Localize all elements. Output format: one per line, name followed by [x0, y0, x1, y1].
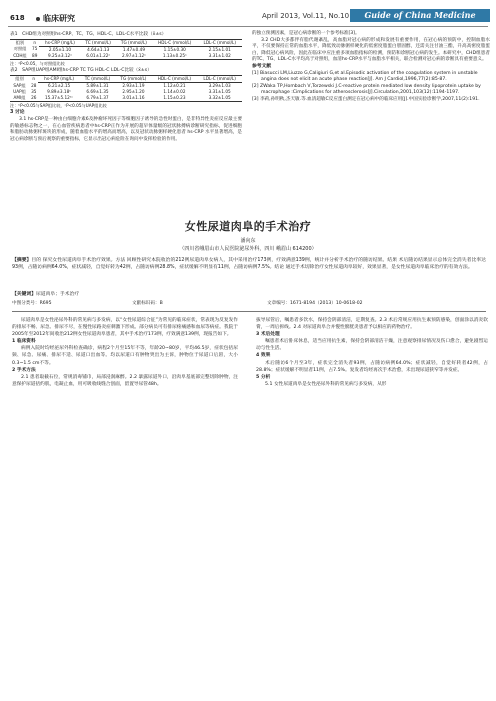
references-heading: 参考文献 — [252, 63, 272, 69]
table1-caption: 表1 CHD组为对照组hs-CRP、TC、TG、HDL-C、LDL-C水平比较（x̄±s） — [10, 32, 167, 37]
article-title: 女性尿道肉阜的手术治疗 — [184, 220, 312, 233]
bullet-icon — [36, 17, 40, 21]
table2 — [10, 75, 242, 102]
paragraph-continued: 拔导尿管后，嘱患者多饮水，保持会阴部清洁，定期复查。2.3 术后常规应用抗生素预防感染，创面涂以消炎软膏，一周后拆线。2.4 对尿道肉阜合并慢性膀胱炎患者予以相应的药物治疗。 — [256, 318, 488, 331]
table-cell: 1.15±0.23 — [152, 95, 198, 102]
document-code: 文献标识码：B — [132, 301, 163, 306]
discussion-paragraph: 3.1 hs-CRP是一种由白细胞介素6及肿瘤坏死因子等细胞因子诱导的急性时蛋白，是非特异性炎症反应最主要的敏感标志物之一，在心血管疾病患者中hs-CRP正作为开展的超早体量级的冠状脉搏病诊断研究指标，促进细胞和脂肪动脉粥样斑块的形成，随着血脂水平的增高而增高，以及冠状动脉粥样硬化患者 hs-CRP 水平显著增高，是冠心病诊断与预后观察的重要指标，它显示出冠心病危险在询问中发挥检验的作用。 — [10, 116, 242, 142]
table-header: n — [30, 39, 39, 46]
table-cell: SAP组 — [13, 82, 26, 88]
page-header — [0, 0, 496, 24]
heading-postop: 3 术后处理 — [256, 332, 280, 338]
article-number: 文章编号：1671-8194（2013）10-0618-02 — [267, 301, 363, 306]
table-header: HDL-C (mmol/L) — [152, 75, 198, 82]
table-cell: 3.31±1.05 — [208, 88, 231, 94]
section-title — [33, 13, 75, 24]
table-row — [10, 53, 242, 60]
table-header: n — [29, 75, 39, 82]
heading-results: 4 效果 — [256, 353, 271, 359]
reference-item: [1] Biasucci LM,Liuzzo G,Caligiuri G,et al.Episodic activation of the coagulation system in unstable angina does not elicit an acute phase reaction[J]. Am J Cardiol,1996,77(2):85-87. — [252, 70, 478, 83]
table-cell: 1.15±0.30 — [163, 46, 186, 52]
section-label: 临床研究 — [43, 14, 75, 23]
abstract-label: 【摘要】 — [12, 258, 32, 263]
table-cell: 6.21±2.15 — [48, 82, 71, 88]
table-cell: 89 — [30, 53, 39, 60]
table-cell: 6.79±1.37 — [80, 95, 116, 102]
body-right-column — [256, 317, 488, 388]
table-cell: 3.29±1.03 — [208, 82, 231, 88]
paragraph-surgery-method: 2.1 患者取截石位，常规消毒铺巾，局部浸润麻醉。2.2 暴露尿道外口，沿肉阜基底部完整切除肿物，注意保护尿道括约肌，电凝止血，用可吸收线缝合创面，留置导尿管48h。 — [12, 374, 238, 387]
table-cell: 3.31±1.02 — [198, 53, 243, 60]
table-cell: 26 — [29, 95, 39, 102]
table-cell: CDH组 — [10, 53, 30, 60]
table-header: 组别 — [10, 75, 29, 82]
table-cell: 75 — [32, 46, 38, 52]
table-header: 组别 — [10, 39, 30, 46]
body-intro: 尿道肉阜是女性泌尿外科的常见病与多发病，以“女性尿道综合征”为常见的临床症状，常表现为反复发作的排尿不畅、尿急、排尿不尽，在慢性尿路炎症刺激下形成。部分病员可有排尿疼痛感和血尿等病症。我院于2005年至2012年间收治212例女性尿道肉阜患者，其中手术治疗173例，疗效满意139例，现报告如下。 — [12, 318, 238, 338]
abstract — [12, 257, 486, 271]
keywords — [12, 290, 486, 297]
article-affiliation: （四川省峨眉山市人民医院泌尿外科，四川 峨眉山 614200） — [179, 246, 317, 252]
paragraph-clinical-data: 病例入院时均经泌尿外科检查确诊，病程2个月至15年不等，年龄20~80岁，平均46.5岁，症状包括尿频、尿急、尿痛、排尿不适、尿道口出血等。均以尿道口有肿物突出为主诉，肿物位于尿道口后唇，大小0.3~1.5 cm不等。 — [12, 346, 238, 366]
table-cell: 1.12±0.21 — [163, 82, 186, 88]
table-cell: 6.69±1.35 — [86, 88, 109, 94]
table-header: hs-CRP (mg/L) — [38, 75, 79, 82]
table-cell: 2.05±1.10 — [48, 46, 72, 52]
table1-note: 注：ᵃP<0.05，与对照组比较 — [10, 60, 65, 66]
table1 — [10, 39, 242, 60]
table-cell: UAP组 — [13, 88, 26, 94]
table-cell: 2.95±1.20 — [122, 88, 145, 94]
paragraph-postop: 嘱患者术后卧床休息，适当应用抗生素，保持会阴部清洁干燥，注意观察排尿情况及伤口愈合，避免剧烈运动与性生活。 — [256, 339, 488, 352]
body-left-column — [12, 317, 238, 388]
table-cell: 3.01±1.16 — [115, 95, 151, 102]
table-cell: AMI组 — [10, 95, 29, 102]
table-header: TG (mmol/L) — [115, 75, 151, 82]
table-cell: 28 — [31, 82, 37, 88]
discussion-heading: 3 讨论 — [10, 110, 25, 116]
table-cell: 2.97±1.12ᵃ — [116, 53, 152, 60]
table-header: HDL-C (mmol/L) — [152, 39, 198, 46]
journal-banner: Guide of China Medicine — [350, 9, 490, 22]
table-header: TG (mmol/L) — [116, 39, 152, 46]
table-cell: 9.89±3.18ᵇ — [47, 88, 72, 94]
issue-info: April 2013, Vol.11, No.10 — [262, 12, 350, 20]
abstract-text: 目的 探究女性尿道肉阜手术治疗效果。方法 回顾性研究本院收治的212例尿道肉阜女病人，其中采用治疗173例，疗效满意139例，统计并分析手术治疗的随访结果。结果 术后随访结果显示总体完全消失者比率达93例，占随访病例64.0%，症状减轻，自觉好转为42例，占随访病例28.8%，症状缓解不明显有11例，占随访病例7.5%。结论 通过手术切除治疗女性尿道肉阜较好，效果显著，是女性尿道肉阜临床治疗的有效方法。 — [12, 258, 486, 271]
keywords-text: 尿道肉阜；手术治疗 — [36, 292, 80, 297]
heading-surgery-method: 2 手术方法 — [12, 367, 36, 373]
reference-item: [3] 李莉,孙明秋,杰天敏.等.血清超敏C反应蛋白测定在冠心病中的临床应用[J].中国实验诊断学,2007,11(2):191. — [252, 96, 480, 102]
header-rule — [8, 26, 488, 27]
table-cell: 3.32±1.05 — [197, 95, 242, 102]
table-cell: 1.47±0.49 — [122, 46, 145, 52]
keywords-label: 【关键词】 — [12, 292, 36, 297]
section-3-2-paragraph: 3.2 CHD大多都伴有脂代谢紊乱，高血脂对冠心病的形成和发展有重要作用，在冠心病的预防中，控制血脂水平，不仅要保持正常的血脂水平，降低致动脉粥样硬化的低密度脂蛋白胆固醇，还需关注甘油三酯，升高高密度脂蛋白，降低冠心病风险，因此在临床中应注重多项血脂指标的检测，预防和诊断冠心病的发生。本研究中，CHD组患者的TC、TG、LDL-C水平均高于对照组，血清hs-CRP水平与血脂水平相关，联合检测对冠心病的诊断具有重要意义。 — [252, 37, 490, 63]
table-cell: 1.14±0.02 — [163, 88, 186, 94]
page-number: 618 — [10, 14, 25, 22]
table-cell: 5.89±1.31 — [86, 82, 109, 88]
table-header: TC (mmol/L) — [80, 75, 116, 82]
divider — [12, 311, 486, 312]
table-cell: 4.64±1.13 — [87, 46, 110, 52]
intro-paragraph: 的独立预测因素，是冠心病诊断的一个参考标准[3]。 — [252, 31, 360, 36]
table-row — [10, 95, 242, 102]
paragraph-analysis: 5.1 女性尿道肉阜是女性泌尿外科的常见病与多发病，从形 — [265, 381, 387, 387]
left-column — [10, 31, 242, 143]
table-header: LDL-C (mmol/L) — [197, 75, 242, 82]
article-author: 潘向东 — [240, 238, 256, 244]
table-cell: 15.37±5.12ᵇᶜ — [38, 95, 79, 102]
table2-note: 注：ᵇP<0.05与SAP组比较，ᶜP<0.05与UAP组比较 — [10, 102, 107, 108]
table-cell: 9.25±3.12ᵃ — [39, 53, 80, 60]
table-cell: 2.93±1.19 — [122, 82, 145, 88]
table-cell: 35 — [31, 88, 37, 94]
reference-item: [2] ZWaka TP,Hombach V,Torzewski J.C-reactive protein mediated low density lipoprotein uptake by macrophage :Cimplications for atherosclerosis[J].Circulation,2001,103(12):1194-1197. — [252, 83, 481, 96]
heading-analysis: 5 分析 — [256, 374, 271, 380]
table-header: hs-CRP (mg/L) — [39, 39, 80, 46]
table-header: LDL-C (mmol/L) — [198, 39, 243, 46]
table-cell: 1.13±0.25ᵃ — [152, 53, 198, 60]
paragraph-results: 术后随访6个月至3年，症状完全消失者93例，占随访病例64.0%；症状减轻，自觉好转者42例，占28.8%；症状缓解不明显者11例，占7.5%。复发者均经再次手术治愈，未出现尿道狭窄等并发症。 — [256, 360, 488, 373]
clc-number: 中图分类号：R695 — [12, 301, 52, 306]
table-cell: 2.15±1.01 — [208, 46, 231, 52]
table-cell: 对照组 — [13, 46, 27, 52]
table2-caption: 表2 SAP组UAP组AMI组hs-CRP TC TG HDL-C LDL-C比较（x̄±s） — [10, 68, 152, 74]
table-header: TC (mmol/L) — [80, 39, 115, 46]
right-column — [252, 31, 490, 104]
heading-clinical-data: 1 临床资料 — [12, 339, 36, 345]
table-cell: 6.01±1.22ᵃ — [80, 53, 115, 60]
